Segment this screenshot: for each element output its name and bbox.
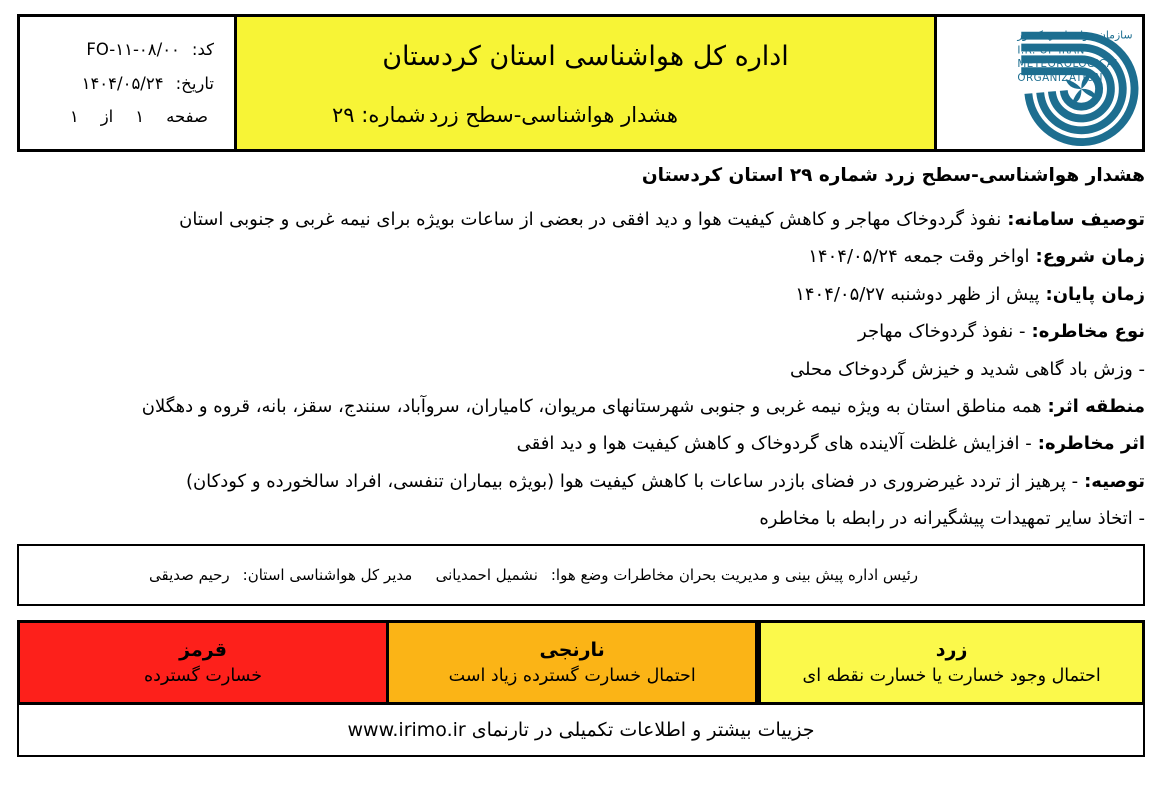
warning-line — [17, 276, 1145, 313]
date-label: تاریخ: — [175, 73, 214, 93]
legend-orange-desc: احتمال خسارت گسترده زیاد است — [448, 666, 696, 686]
warning-line-text: - پرهیز از تردد غیرضروری در فضای بازدر ساعات با کاهش کیفیت هوا (بویژه بیماران تنفسی، افراد سالخورده و کودکان) — [185, 470, 1079, 492]
warning-line-text: - افزایش غلظت آلاینده های گردوخاک و کاهش کیفیت هوا و دید افقی — [516, 433, 1032, 455]
legend-yellow-desc: احتمال وجود خسارت یا خسارت نقطه ای — [802, 666, 1101, 686]
code-value: FO-۱۱-۰۸/۰۰ — [86, 39, 180, 59]
header-logo-box — [934, 14, 1145, 152]
warning-level-legend — [17, 620, 1145, 705]
page-row — [20, 107, 234, 126]
org-title: اداره کل هواشناسی استان کردستان — [382, 41, 789, 72]
warning-line-text: همه مناطق استان به ویژه نیمه غربی و جنوبی شهرستانهای مریوان، کامیاران، سروآباد، سنندج، سقز، بانه، قروه و دهگلان — [141, 396, 1042, 418]
legend-box-red — [17, 620, 389, 705]
page-label: صفحه — [166, 107, 208, 127]
warning-line — [17, 313, 1145, 350]
legend-red-desc: خسارت گسترده — [144, 666, 263, 686]
header-row — [17, 14, 1145, 152]
footer-box — [17, 703, 1145, 757]
warning-line-text: اواخر وقت جمعه ۱۴۰۴/۰۵/۲۴ — [808, 246, 1030, 268]
warning-line-label: منطقه اثر: — [1047, 396, 1145, 418]
logo-org-line2: METEOROLOGICAL — [1017, 58, 1121, 71]
warning-line — [17, 463, 1145, 500]
warning-line-label: نوع مخاطره: — [1031, 321, 1145, 343]
page-total: ۱ — [69, 107, 79, 127]
date-row — [20, 74, 234, 93]
code-label: کد: — [191, 39, 214, 59]
signature-forecast-chief-name: نشمیل احمدیانی — [435, 566, 538, 584]
code-row — [20, 40, 234, 59]
logo-org-line1: I.R. OF IRAN — [1017, 44, 1085, 57]
legend-yellow-title: زرد — [935, 639, 968, 661]
warning-line — [17, 238, 1145, 275]
signature-director-general-name: رحیم صدیقی — [149, 566, 230, 584]
warning-line-text: پیش از ظهر دوشنبه ۱۴۰۴/۰۵/۲۷ — [795, 283, 1040, 305]
legend-box-orange — [386, 620, 758, 705]
warning-line-label: زمان پایان: — [1045, 283, 1145, 305]
signature-director-general — [149, 566, 412, 584]
warning-line-label: توصیه: — [1084, 470, 1145, 492]
warning-line-label: اثر مخاطره: — [1037, 433, 1145, 455]
warning-line-label: زمان شروع: — [1035, 246, 1145, 268]
page-of-label: از — [100, 107, 114, 127]
legend-red-title: قرمز — [179, 639, 227, 661]
warning-line-text: - وزش باد گاهی شدید و خیزش گردوخاک محلی — [790, 358, 1145, 380]
warning-line — [17, 201, 1145, 238]
warning-number: شماره: ۲۹ — [332, 103, 426, 127]
warning-line-text: نفوذ گردوخاک مهاجر و کاهش کیفیت هوا و دید افقی در بعضی از ساعات بویژه برای نیمه غربی و جنوبی استان — [179, 209, 1002, 230]
header-subtitle-row — [237, 103, 934, 131]
page-number: ۱ — [135, 107, 145, 127]
signature-director-general-label: مدیر کل هواشناسی استان: — [242, 566, 413, 584]
warning-heading: هشدار هواشناسی-سطح زرد شماره ۲۹ استان کردستان — [641, 165, 1145, 186]
signature-forecast-chief — [436, 566, 918, 584]
warning-line — [17, 388, 1145, 425]
signature-forecast-chief-label: رئیس اداره پیش بینی و مدیریت بحران مخاطرات وضع هوا: — [550, 566, 918, 584]
warning-line — [17, 425, 1145, 462]
header-title-box — [234, 14, 937, 152]
logo-org-line3: ORGANIZATION — [1017, 72, 1103, 85]
header-info-box — [17, 14, 237, 152]
date-value: ۱۴۰۴/۰۵/۲۴ — [81, 73, 164, 93]
footer-text: جزییات بیشتر و اطلاعات تکمیلی در تارنمای www.irimo.ir — [347, 719, 815, 741]
warning-line-text: - نفوذ گردوخاک مهاجر — [858, 321, 1026, 343]
warning-line-text: - اتخاذ سایر تمهیدات پیشگیرانه در رابطه با مخاطره — [759, 508, 1145, 530]
logo-org-name-fa: سازمان هواشناسي كشور — [1017, 28, 1133, 42]
irimo-spiral-logo-icon — [938, 18, 1141, 148]
signature-box — [17, 544, 1145, 606]
warning-line — [17, 500, 1145, 537]
legend-orange-title: نارنجی — [539, 639, 605, 661]
warning-subtitle: هشدار هواشناسی-سطح زرد — [429, 103, 678, 127]
warning-line — [17, 351, 1145, 388]
warning-line-label: توصیف سامانه: — [1007, 209, 1145, 230]
legend-box-yellow — [758, 620, 1145, 705]
warning-body-section — [17, 159, 1145, 538]
